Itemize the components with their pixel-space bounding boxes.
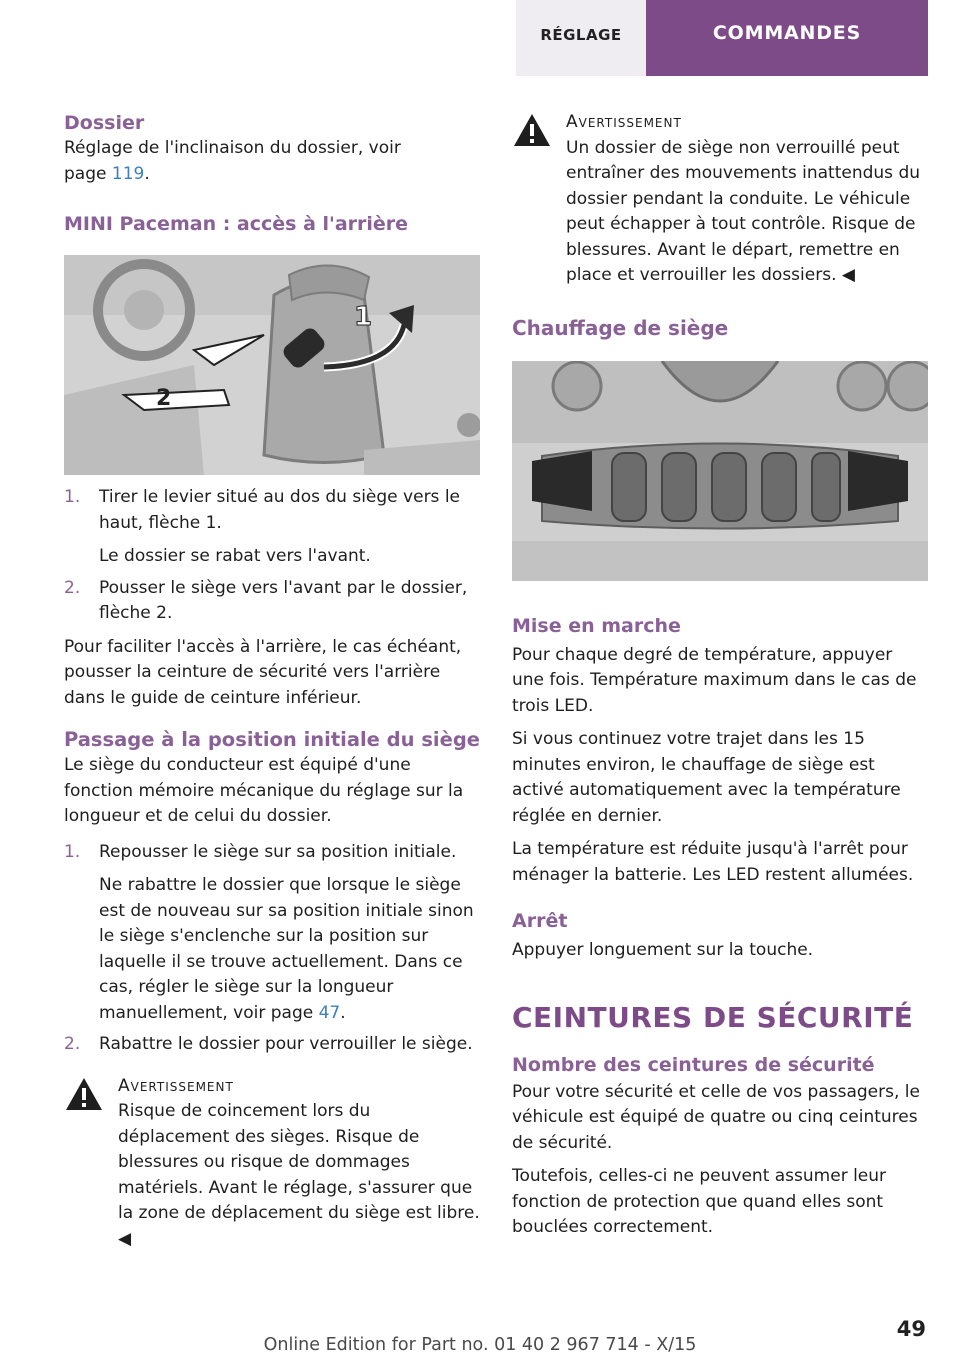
marche-paragraph-1: Pour chaque degré de température, appuyer une fois. Température maximum dans le cas de trois LED. — [512, 644, 917, 716]
passage-step-2 — [64, 1032, 480, 1058]
chauffage-heading: Chauffage de siège — [512, 315, 729, 340]
footer-edition-text: Online Edition for Part no. 01 40 2 967 714 - X/15 — [263, 1335, 697, 1355]
dossier-text: Réglage de l'inclinaison du dossier, voir page — [64, 138, 401, 184]
svg-text:1: 1 — [354, 302, 373, 332]
passage-step-1 — [64, 840, 480, 1027]
step-number: 1. — [64, 487, 81, 507]
warning-block-left — [64, 1074, 480, 1253]
step-text: Pousser le siège vers l'avant par le dossier, flèche 2. — [99, 577, 468, 623]
step-text: Rabattre le dossier pour verrouiller le siège. — [99, 1034, 473, 1054]
arret-paragraph: Appuyer longuement sur la touche. — [512, 940, 814, 960]
header-chapter-tab[interactable] — [646, 0, 928, 76]
right-column — [512, 110, 928, 1241]
step-subtext: Ne rabattre le dossier que lorsque le siège est de nouveau sur sa position initiale sinon le siège s'enclenche sur la position sur laquelle il se trouve actuellement. Dans ce cas, régler le siège sur la longueur manuellement, voir page 47. — [99, 875, 474, 1023]
dossier-heading: Dossier — [64, 112, 145, 134]
warning-text: Risque de coincement lors du déplacement des sièges. Risque de blessures ou risque de dommages matériels. Avant le réglage, s'assurer que la zone de déplacement du siège est libre. ◀ — [118, 1101, 480, 1249]
warning-text-wrap — [64, 1099, 480, 1252]
warning-text-wrap — [512, 136, 928, 289]
step-subtext: Le dossier se rabat vers l'avant. — [99, 546, 371, 566]
page-footer — [0, 1317, 960, 1362]
header-chapter-label: COMMANDES — [712, 22, 862, 44]
dossier-paragraph: Réglage de l'inclinaison du dossier, voir page 119. — [64, 138, 401, 184]
page-link-119[interactable]: 119 — [111, 163, 145, 184]
step-number: 2. — [64, 577, 81, 598]
seat-heating-illustration — [512, 361, 928, 581]
step-subtext-body: Ne rabattre le dossier que lorsque le siège est de nouveau sur sa position initiale sinon le siège s'enclenche sur la position sur laquelle il se trouve actuellement. Dans ce cas, régler le siège sur la longueur manuellement, voir page — [99, 875, 474, 1023]
header-section-label: RÉGLAGE — [540, 26, 622, 44]
marche-paragraph-3: La température est réduite jusqu'à l'arrêt pour ménager la batterie. Les LED restent allumées. — [512, 839, 914, 885]
left-column — [64, 110, 480, 1252]
step-text: Tirer le levier situé au dos du siège vers le haut, flèche 1. — [99, 487, 461, 533]
page-link-47[interactable]: 47 — [318, 1002, 341, 1023]
warning-triangle-icon — [512, 112, 552, 148]
passage-heading: Passage à la position initiale du siège — [64, 728, 481, 751]
svg-text:2: 2 — [156, 386, 172, 411]
header-section-tab[interactable] — [516, 0, 646, 76]
marche-heading: Mise en marche — [512, 614, 681, 637]
access-paragraph: Pour faciliter l'accès à l'arrière, le cas échéant, pousser la ceinture de sécurité vers l'arrière dans le guide de ceinture inférieur. — [64, 636, 462, 708]
step-text: Repousser le siège sur sa position initiale. — [99, 841, 457, 862]
marche-paragraph-2: Si vous continuez votre trajet dans les 15 minutes environ, le chauffage de siège est activé automatiquement avec la température réglée en dernier. — [512, 729, 901, 826]
ceintures-heading: CEINTURES DE SÉCURITÉ — [512, 1000, 914, 1034]
passage-paragraph: Le siège du conducteur est équipé d'une fonction mémoire mécanique du réglage sur la longueur et de celui du dossier. — [64, 755, 464, 826]
warning-text: Un dossier de siège non verrouillé peut entraîner des mouvements inattendus du dossier pendant la conduite. Le véhicule peut échapper à tout contrôle. Risque de blessures. Avant le départ, remettre en place et verrouiller les dossiers. ◀ — [566, 137, 921, 285]
seat-illustration — [64, 255, 480, 475]
nombre-paragraph-1: Pour votre sécurité et celle de vos passagers, le véhicule est équipé de quatre ou cinq ceintures de sécurité. — [512, 1081, 920, 1153]
step-number: 2. — [64, 1034, 81, 1054]
paceman-heading: MINI Paceman : accès à l'arrière — [64, 213, 409, 235]
warning-label: Avertissement — [118, 1075, 234, 1096]
access-step-2 — [64, 576, 480, 627]
nombre-paragraph-2: Toutefois, celles-ci ne peuvent assumer leur fonction de protection que quand elles sont bouclées correctement. — [512, 1166, 887, 1237]
warning-block-right — [512, 110, 928, 289]
page-number: 49 — [896, 1317, 926, 1341]
access-step-1 — [64, 485, 480, 570]
seat-heating-figure — [512, 361, 928, 581]
warning-triangle-icon — [64, 1076, 104, 1112]
step-number: 1. — [64, 841, 81, 862]
access-steps — [64, 485, 480, 627]
warning-label: Avertissement — [566, 112, 682, 132]
arret-heading: Arrêt — [512, 910, 568, 932]
passage-steps — [64, 840, 480, 1058]
nombre-heading: Nombre des ceintures de sécurité — [512, 1053, 875, 1076]
seat-access-figure — [64, 255, 480, 475]
